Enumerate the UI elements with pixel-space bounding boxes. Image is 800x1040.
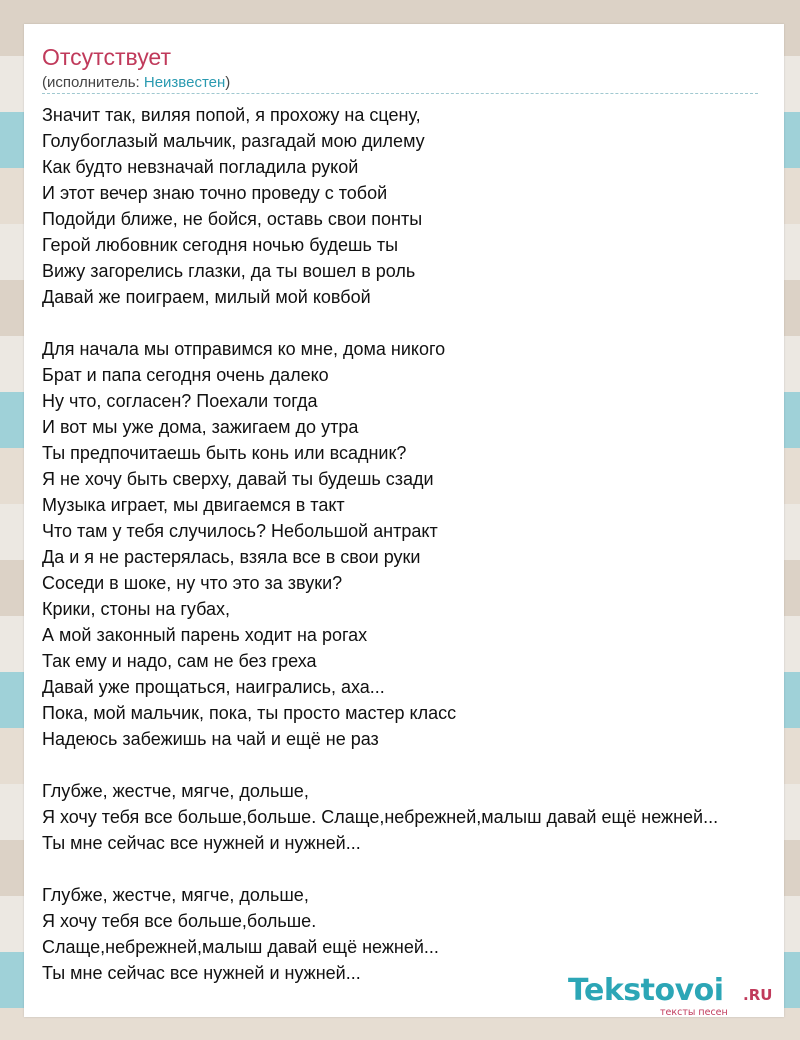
lyric-line: Глубже, жестче, мягче, дольше, <box>42 885 309 905</box>
lyric-line: Глубже, жестче, мягче, дольше, <box>42 781 309 801</box>
lyric-line: Крики, стоны на губах, <box>42 599 231 619</box>
artist-link[interactable]: Неизвестен <box>143 74 226 91</box>
lyric-line: Пока, мой мальчик, пока, ты просто мастер класс <box>42 703 457 723</box>
lyric-line: Давай уже прощаться, наигрались, аха... <box>42 677 385 697</box>
lyric-line: Голубоглазый мальчик, разгадай мою дилему <box>42 131 425 151</box>
lyric-line: А мой законный парень ходит на рогах <box>42 625 368 645</box>
lyric-line: Значит так, виляя попой, я прохожу на сцену, <box>42 105 421 125</box>
lyric-line: И этот вечер знаю точно проведу с тобой <box>42 183 388 203</box>
lyric-line: Соседи в шоке, ну что это за звуки? <box>42 573 343 593</box>
lyric-line: Ты мне сейчас все нужней и нужней... <box>42 833 361 853</box>
lyric-line: Брат и папа сегодня очень далеко <box>42 365 329 385</box>
lyric-line: Вижу загорелись глазки, да ты вошел в роль <box>42 261 416 281</box>
lyric-line: И вот мы уже дома, зажигаем до утра <box>42 417 359 437</box>
lyric-line: Давай же поиграем, милый мой ковбой <box>42 287 371 307</box>
byline-suffix: ) <box>225 74 231 91</box>
lyric-line: Слаще,небрежней,малыш давай ещё нежней... <box>42 937 439 957</box>
lyrics-body <box>42 102 784 986</box>
lyric-line: Надеюсь забежишь на чай и ещё не раз <box>42 729 379 749</box>
lyric-line: Для начала мы отправимся ко мне, дома никого <box>42 339 446 359</box>
stanza-break <box>42 310 784 336</box>
lyric-line: Ты мне сейчас все нужней и нужней... <box>42 963 361 983</box>
lyric-line: Я не хочу быть сверху, давай ты будешь сзади <box>42 469 434 489</box>
logo-wordmark: Tekstovoi <box>568 973 724 1008</box>
lyric-line: Ну что, согласен? Поехали тогда <box>42 391 318 411</box>
song-title: Отсутствует <box>42 44 171 70</box>
lyric-line: Я хочу тебя все больше,больше. Слаще,небрежней,малыш давай ещё нежней... <box>42 807 719 827</box>
lyric-line: Герой любовник сегодня ночью будешь ты <box>42 235 399 255</box>
lyric-line: Музыка играет, мы двигаемся в такт <box>42 495 345 515</box>
stanza-break <box>42 752 784 778</box>
lyric-line: Да и я не растерялась, взяла все в свои руки <box>42 547 421 567</box>
byline-prefix: (исполнитель: <box>42 74 144 91</box>
title-divider <box>42 93 758 94</box>
stanza-break <box>42 856 784 882</box>
lyric-line: Ты предпочитаешь быть конь или всадник? <box>42 443 407 463</box>
lyric-line: Так ему и надо, сам не без греха <box>42 651 317 671</box>
lyric-line: Как будто невзначай погладила рукой <box>42 157 359 177</box>
site-logo[interactable] <box>568 974 778 1022</box>
lyrics-card <box>24 24 784 1017</box>
logo-tld: .RU <box>743 986 773 1004</box>
lyric-line: Подойди ближе, не бойся, оставь свои понты <box>42 209 423 229</box>
lyric-line: Что там у тебя случилось? Небольшой антракт <box>42 521 438 541</box>
lyric-line: Я хочу тебя все больше,больше. <box>42 911 317 931</box>
artist-byline <box>42 74 230 92</box>
logo-tagline: тексты песен <box>660 1007 728 1018</box>
